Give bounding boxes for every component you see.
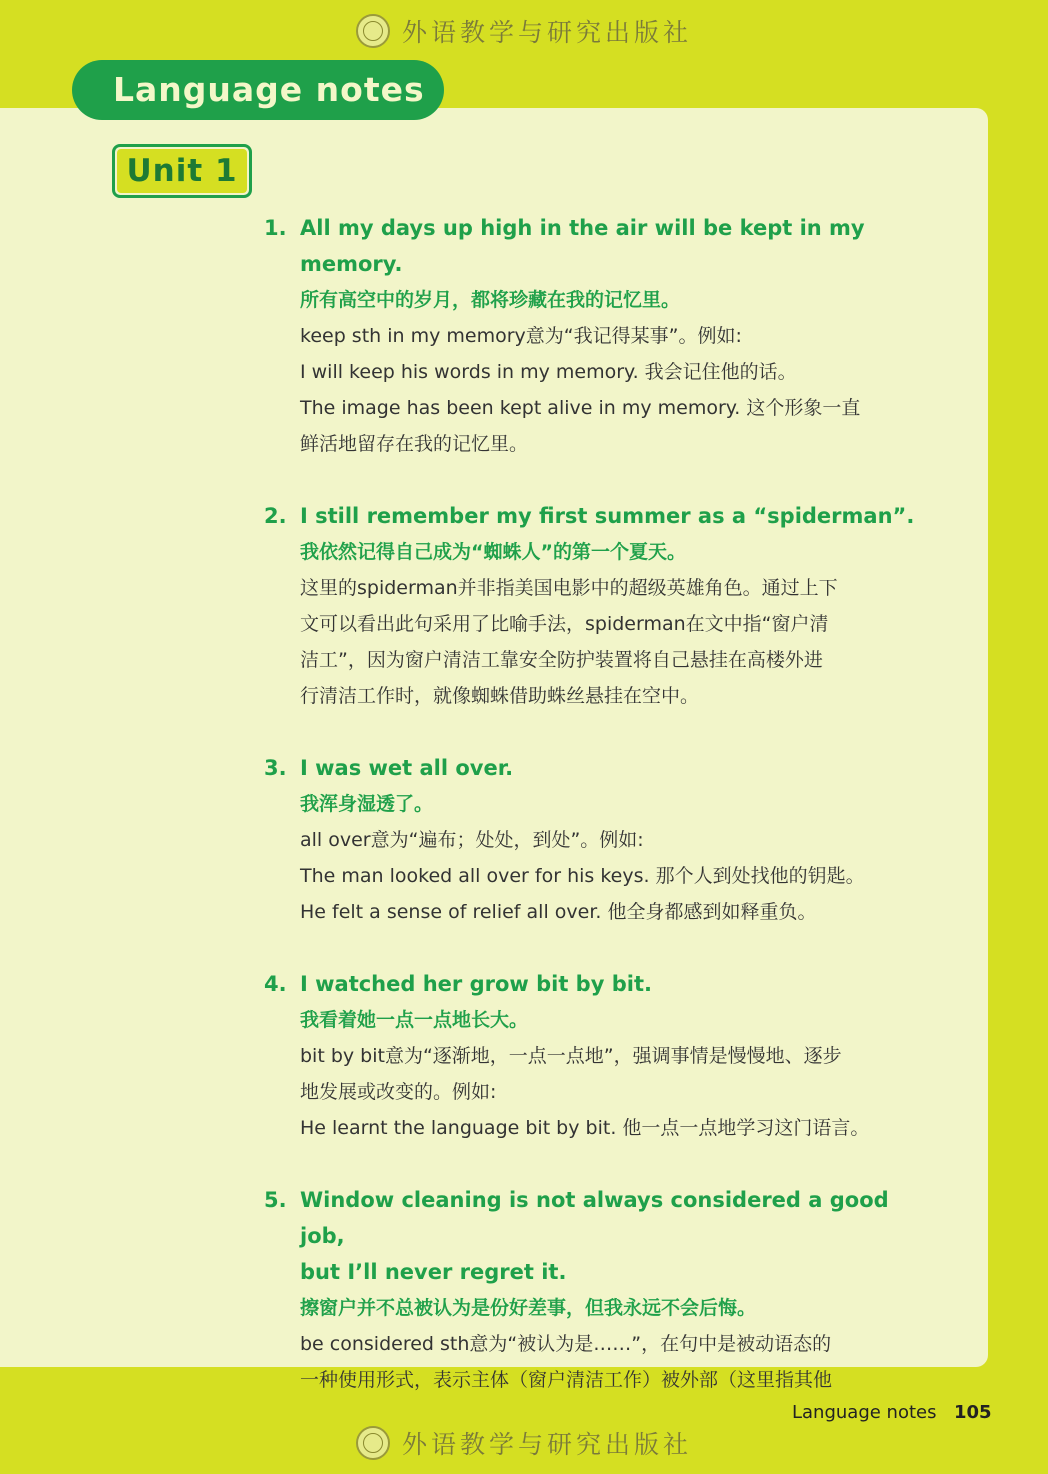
publisher-name: 外语教学与研究出版社 xyxy=(401,18,692,47)
note-explanation-line: keep sth in my memory意为“我记得某事”。例如: xyxy=(300,325,742,347)
note-chinese-translation: 我依然记得自己成为“蜘蛛人”的第一个夏天。 xyxy=(300,541,686,563)
note-number: 3. xyxy=(264,756,287,780)
note-english-sentence: All my days up high in the air will be kept in my memory. xyxy=(300,216,865,276)
note-chinese-translation: 我浑身湿透了。 xyxy=(300,793,434,815)
note-english-sentence: I still remember my first summer as a “spiderman”. xyxy=(300,504,915,528)
note-explanation-line: He felt a sense of relief all over. 他全身都感到如释重负。 xyxy=(300,901,817,923)
note-item xyxy=(264,1182,934,1398)
note-number: 2. xyxy=(264,504,287,528)
note-item xyxy=(264,966,934,1146)
note-explanation-line: The man looked all over for his keys. 那个人到处找他的钥匙。 xyxy=(300,865,865,887)
note-explanation-line: 洁工”，因为窗户清洁工靠安全防护装置将自己悬挂在高楼外进 xyxy=(300,649,823,671)
note-item xyxy=(264,750,934,930)
note-explanation-line: The image has been kept alive in my memory. 这个形象一直 xyxy=(300,397,861,419)
publisher-seal-icon xyxy=(356,1426,390,1460)
note-number: 5. xyxy=(264,1188,287,1212)
note-explanation-line: bit by bit意为“逐渐地，一点一点地”，强调事情是慢慢地、逐步 xyxy=(300,1045,842,1067)
note-explanation-line: 文可以看出此句采用了比喻手法，spiderman在文中指“窗户清 xyxy=(300,613,829,635)
publisher-seal-icon xyxy=(356,14,390,48)
publisher-header xyxy=(0,8,1048,54)
note-item xyxy=(264,210,934,462)
note-explanation-line: all over意为“遍布；处处，到处”。例如: xyxy=(300,829,644,851)
note-english-sentence: Window cleaning is not always considered a good job, xyxy=(300,1188,889,1248)
unit-badge xyxy=(112,144,252,198)
publisher-footer xyxy=(0,1420,1048,1466)
notes-list xyxy=(264,210,937,1434)
note-explanation-line: 行清洁工作时，就像蜘蛛借助蛛丝悬挂在空中。 xyxy=(300,685,700,707)
note-chinese-translation: 我看着她一点一点地长大。 xyxy=(300,1009,529,1031)
note-english-sentence: I was wet all over. xyxy=(300,756,514,780)
footer-label: Language notes xyxy=(792,1402,937,1423)
note-explanation-line: 这里的spiderman并非指美国电影中的超级英雄角色。通过上下 xyxy=(300,577,838,599)
note-english-sentence: I watched her grow bit by bit. xyxy=(300,972,652,996)
page-number: 105 xyxy=(954,1402,992,1423)
note-chinese-translation: 所有高空中的岁月，都将珍藏在我的记忆里。 xyxy=(300,289,681,311)
note-explanation-line: be considered sth意为“被认为是……”，在句中是被动语态的 xyxy=(300,1333,832,1355)
note-number: 1. xyxy=(264,216,287,240)
note-explanation-line: I will keep his words in my memory. 我会记住他的话。 xyxy=(300,361,797,383)
publisher-name: 外语教学与研究出版社 xyxy=(401,1430,692,1459)
note-explanation-line: 鲜活地留存在我的记忆里。 xyxy=(300,433,529,455)
note-number: 4. xyxy=(264,972,287,996)
note-chinese-translation: 擦窗户并不总被认为是份好差事，但我永远不会后悔。 xyxy=(300,1297,757,1319)
note-explanation-line: 一种使用形式，表示主体（窗户清洁工作）被外部（这里指其他 xyxy=(300,1369,833,1391)
note-explanation-line: He learnt the language bit by bit. 他一点一点地学习这门语言。 xyxy=(300,1117,870,1139)
section-title: Language notes xyxy=(72,60,444,120)
note-item xyxy=(264,498,934,714)
note-english-sentence: but I’ll never regret it. xyxy=(300,1260,567,1284)
unit-label: Unit 1 xyxy=(117,149,247,193)
note-explanation-line: 地发展或改变的。例如: xyxy=(300,1081,497,1103)
